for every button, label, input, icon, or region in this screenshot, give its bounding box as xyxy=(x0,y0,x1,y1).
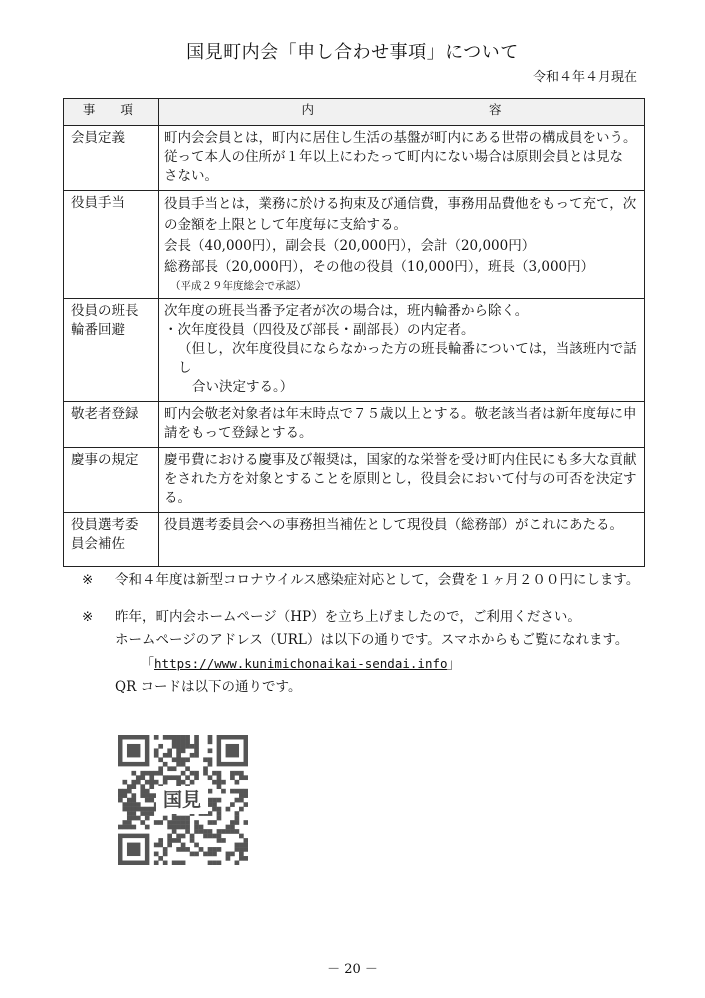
table-row xyxy=(64,191,645,299)
row-content-membership: 町内会会員とは，町内に居住し生活の基盤が町内にある世帯の構成員をいう。 従って本人の住所が１年以上にわたって町内にない場合は原則会員とは見な さない。 xyxy=(159,126,645,191)
qr-line: QR コードは以下の通りです。 xyxy=(115,679,302,695)
row-content-selection: 役員選考委員会への事務担当補佐として現役員（総務部）がこれにあたる。 xyxy=(159,513,645,567)
homepage-note xyxy=(82,606,628,699)
rules-table xyxy=(63,98,645,567)
row-term-elderly: 敬老者登録 xyxy=(64,402,159,448)
homepage-line-2: ホームページのアドレス（URL）は以下の通りです。スマホからもご覧になれます。 xyxy=(115,632,629,648)
header-term: 事 項 xyxy=(64,99,159,126)
page-title: 国見町内会「申し合わせ事項」について xyxy=(186,42,519,63)
header-content-label: 内 容 xyxy=(301,102,502,117)
row-content-elderly: 町内会敬老対象者は年末時点で７５歳以上とする。敬老該当者は新年度毎に申 請をもって登録とする。 xyxy=(159,402,645,448)
homepage-line-1: 昨年，町内会ホームページ（HP）を立ち上げましたので，ご利用ください。 xyxy=(115,609,581,625)
row-term-membership: 会員定義 xyxy=(64,126,159,191)
approval-note: （平成２９年度総会で承認） xyxy=(170,280,307,292)
fee-note-text: 令和４年度は新型コロナウイルス感染症対応として，会費を１ヶ月２００円にします。 xyxy=(115,572,640,588)
table-row xyxy=(64,402,645,448)
row-term-allowance: 役員手当 xyxy=(64,191,159,299)
table-row xyxy=(64,513,645,567)
table-row xyxy=(64,299,645,402)
table-row xyxy=(64,126,645,191)
qr-code[interactable] xyxy=(118,735,248,865)
as-of-date: 令和４年４月現在 xyxy=(532,70,637,85)
page-number: － 20 － xyxy=(327,962,378,977)
table-header-row xyxy=(64,99,645,126)
row-content-allowance: 役員手当とは，業務に於ける拘束及び通信費，事務用品費他をもって充て，次 の金額を上限として年度毎に支給する。 会長（40,000円），副会長（20,000円），会計（20,000円） 総務部長（20,000円），その他の役員（10,000円），班長（3,000円） （平成２９年度総会で承認） xyxy=(159,191,645,299)
row-content-rotation: 次年度の班長当番予定者が次の場合は，班内輪番から除く。 ・次年度役員（四役及び部長・副部長）の内定者。 （但し，次年度役員にならなかった方の班長輪番については，当該班内で話し 合い決定する。） xyxy=(159,299,645,402)
homepage-url-link[interactable]: https://www.kunimichonaikai-sendai.info xyxy=(154,656,448,671)
qr-center-label: 国見 xyxy=(156,786,208,814)
fee-note xyxy=(82,569,639,592)
row-term-celebration: 慶事の規定 xyxy=(64,448,159,513)
row-content-celebration: 慶弔費における慶事及び報奨は，国家的な栄誉を受け町内住民にも多大な貢献 をされた方を対象とすることを原則とし，役員会において付与の可否を決定す る。 xyxy=(159,448,645,513)
url-line: 「https://www.kunimichonaikai-sendai.info」 xyxy=(141,656,461,672)
note-mark: ※ xyxy=(82,572,94,588)
table-row xyxy=(64,448,645,513)
header-content xyxy=(159,99,645,126)
row-term-rotation: 役員の班長 輪番回避 xyxy=(64,299,159,402)
note-mark: ※ xyxy=(82,609,94,625)
row-term-selection: 役員選考委 員会補佐 xyxy=(64,513,159,567)
